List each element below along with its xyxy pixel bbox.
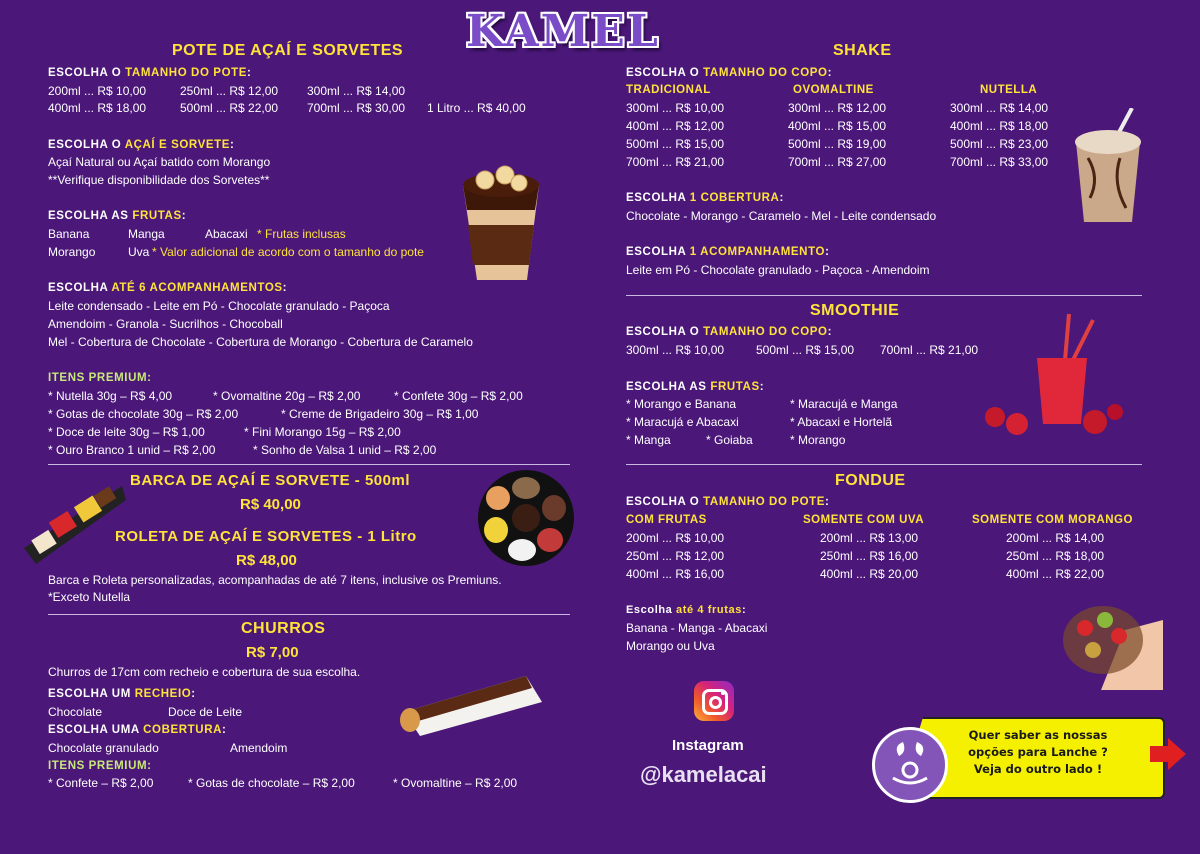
instagram-handle[interactable]: @kamelacai <box>640 762 767 787</box>
shake-cobertura-label: ESCOLHA 1 COBERTURA: <box>626 192 784 204</box>
fondue-uva-400: 400ml ... R$ 20,00 <box>820 567 919 581</box>
fondue-frutas-line1: Banana - Manga - Abacaxi <box>626 621 768 635</box>
barca-image <box>22 478 128 570</box>
fondue-uva-250: 250ml ... R$ 16,00 <box>820 549 919 563</box>
smoothie-size-label: ESCOLHA O TAMANHO DO COPO: <box>626 326 832 338</box>
instagram-icon[interactable] <box>694 681 734 721</box>
shake-size-label: ESCOLHA O TAMANHO DO COPO: <box>626 67 832 79</box>
barca-note-1: Barca e Roleta personalizadas, acompanhadas de até 7 itens, inclusive os Premiuns. <box>48 573 502 587</box>
fondue-col-frutas: COM FRUTAS <box>626 514 707 526</box>
pote-acai-line2: **Verifique disponibilidade dos Sorvetes** <box>48 173 270 187</box>
smoothie-size-500: 500ml ... R$ 15,00 <box>756 343 855 357</box>
recheio-chocolate: Chocolate <box>48 705 103 719</box>
shake-nut-400: 400ml ... R$ 18,00 <box>950 119 1049 133</box>
fondue-morango-400: 400ml ... R$ 22,00 <box>1006 567 1105 581</box>
roleta-title: ROLETA DE AÇAÍ E SORVETES - 1 Litro <box>115 528 417 545</box>
fondue-uva-200: 200ml ... R$ 13,00 <box>820 531 919 545</box>
fruta-morango: Morango <box>48 245 96 259</box>
premium-sonho-valsa: * Sonho de Valsa 1 unid – R$ 2,00 <box>253 443 437 457</box>
premium-confete: * Confete 30g – R$ 2,00 <box>394 389 523 403</box>
churros-price: R$ 7,00 <box>246 644 299 661</box>
fondue-size-label: ESCOLHA O TAMANHO DO POTE: <box>626 496 830 508</box>
shake-acomp-list: Leite em Pó - Chocolate granulado - Paçoca - Amendoim <box>626 263 930 277</box>
fondue-morango-250: 250ml ... R$ 18,00 <box>1006 549 1105 563</box>
fondue-frutas-200: 200ml ... R$ 10,00 <box>626 531 725 545</box>
fruta-abacaxi: Abacaxi <box>205 227 248 241</box>
smoothie-fruta-6: * Morango <box>790 433 846 447</box>
premium-ouro-branco: * Ouro Branco 1 unid – R$ 2,00 <box>48 443 216 457</box>
shake-ovo-300: 300ml ... R$ 12,00 <box>788 101 887 115</box>
smoothie-fruta-1: * Morango e Banana <box>626 397 737 411</box>
pote-acomp-label: ESCOLHA ATÉ 6 ACOMPANHAMENTOS: <box>48 282 288 294</box>
shake-col-nutella: NUTELLA <box>980 84 1038 96</box>
fondue-image <box>1055 590 1163 690</box>
cobertura-amendoim: Amendoim <box>230 741 288 755</box>
pote-size-500: 500ml ... R$ 22,00 <box>180 101 279 115</box>
shake-trad-300: 300ml ... R$ 10,00 <box>626 101 725 115</box>
smoothie-size-300: 300ml ... R$ 10,00 <box>626 343 725 357</box>
acomp-line-2: Amendoim - Granola - Sucrilhos - Chocoball <box>48 317 283 331</box>
churros-premium-confete: * Confete – R$ 2,00 <box>48 776 154 790</box>
fondue-col-uva: SOMENTE COM UVA <box>803 514 925 526</box>
shake-cobertura-list: Chocolate - Morango - Caramelo - Mel - Leite condensado <box>626 209 937 223</box>
fondue-frutas-250: 250ml ... R$ 12,00 <box>626 549 725 563</box>
pote-premium-label: ITENS PREMIUM: <box>48 372 152 384</box>
shake-trad-500: 500ml ... R$ 15,00 <box>626 137 725 151</box>
roleta-price: R$ 48,00 <box>236 552 297 569</box>
divider <box>48 614 570 615</box>
shake-nut-500: 500ml ... R$ 23,00 <box>950 137 1049 151</box>
shake-nut-700: 700ml ... R$ 33,00 <box>950 155 1049 169</box>
fondue-frutas-label: Escolha até 4 frutas: <box>626 604 747 616</box>
fondue-frutas-400: 400ml ... R$ 16,00 <box>626 567 725 581</box>
churros-premium-gotas: * Gotas de chocolate – R$ 2,00 <box>188 776 355 790</box>
divider <box>626 464 1142 465</box>
pote-size-400: 400ml ... R$ 18,00 <box>48 101 147 115</box>
churros-premium-label: ITENS PREMIUM: <box>48 760 152 772</box>
shake-trad-400: 400ml ... R$ 12,00 <box>626 119 725 133</box>
churros-desc: Churros de 17cm com recheio e cobertura de sua escolha. <box>48 665 361 679</box>
shake-cup-image <box>1070 108 1146 226</box>
brand-logo: KAMEL <box>466 6 660 57</box>
premium-brigadeiro: * Creme de Brigadeiro 30g – R$ 1,00 <box>281 407 479 421</box>
barca-price: R$ 40,00 <box>240 496 301 513</box>
lanche-banner-text[interactable] <box>958 727 1118 778</box>
divider <box>626 295 1142 296</box>
cobertura-granulado: Chocolate granulado <box>48 741 159 755</box>
pote-title: POTE DE AÇAÍ E SORVETES <box>172 42 404 59</box>
frutas-adicional-note: * Valor adicional de acordo com o tamanho do pote <box>152 245 424 259</box>
banner-line-2: opções para Lanche ? <box>968 745 1108 759</box>
shake-nut-300: 300ml ... R$ 14,00 <box>950 101 1049 115</box>
premium-doce-leite: * Doce de leite 30g – R$ 1,00 <box>48 425 205 439</box>
barca-title: BARCA DE AÇAÍ E SORVETE - 500ml <box>130 472 410 489</box>
premium-fini: * Fini Morango 15g – R$ 2,00 <box>244 425 401 439</box>
shake-acomp-label: ESCOLHA 1 ACOMPANHAMENTO: <box>626 246 830 258</box>
churros-cobertura-label: ESCOLHA UMA COBERTURA: <box>48 724 227 736</box>
smoothie-size-700: 700ml ... R$ 21,00 <box>880 343 979 357</box>
fondue-morango-200: 200ml ... R$ 14,00 <box>1006 531 1105 545</box>
premium-nutella: * Nutella 30g – R$ 4,00 <box>48 389 173 403</box>
shake-title: SHAKE <box>833 42 892 59</box>
leaf-logo-icon-drawing <box>875 730 945 800</box>
smoothie-image <box>975 312 1130 440</box>
banner-line-1: Quer saber as nossas <box>968 728 1108 742</box>
pote-size-250: 250ml ... R$ 12,00 <box>180 84 279 98</box>
pote-size-200: 200ml ... R$ 10,00 <box>48 84 147 98</box>
arrow-right-icon[interactable] <box>1150 736 1186 772</box>
pote-size-label: ESCOLHA O TAMANHO DO POTE: <box>48 67 252 79</box>
divider <box>48 464 570 465</box>
premium-gotas: * Gotas de chocolate 30g – R$ 2,00 <box>48 407 239 421</box>
fruta-manga: Manga <box>128 227 165 241</box>
fondue-col-morango: SOMENTE COM MORANGO <box>972 514 1133 526</box>
churros-premium-ovomaltine: * Ovomaltine – R$ 2,00 <box>393 776 518 790</box>
smoothie-fruta-2: * Maracujá e Abacaxi <box>626 415 739 429</box>
fondue-title: FONDUE <box>835 472 906 489</box>
fruta-banana: Banana <box>48 227 90 241</box>
recheio-doce-leite: Doce de Leite <box>168 705 243 719</box>
instagram-label: Instagram <box>672 737 744 754</box>
smoothie-fruta-4: * Maracujá e Manga <box>790 397 898 411</box>
churros-title: CHURROS <box>241 620 326 637</box>
pote-size-300: 300ml ... R$ 14,00 <box>307 84 406 98</box>
banner-line-3: Veja do outro lado ! <box>973 762 1103 776</box>
shake-ovo-500: 500ml ... R$ 19,00 <box>788 137 887 151</box>
acomp-line-3: Mel - Cobertura de Chocolate - Cobertura de Morango - Cobertura de Caramelo <box>48 335 473 349</box>
shake-ovo-400: 400ml ... R$ 15,00 <box>788 119 887 133</box>
pote-acai-label: ESCOLHA O AÇAÍ E SORVETE: <box>48 139 235 151</box>
smoothie-fruta-goiaba: * Goiaba <box>706 433 753 447</box>
smoothie-frutas-label: ESCOLHA AS FRUTAS: <box>626 381 765 393</box>
barca-note-2: *Exceto Nutella <box>48 590 131 604</box>
smoothie-fruta-3: * Manga <box>626 433 671 447</box>
smoothie-title: SMOOTHIE <box>810 302 900 319</box>
premium-ovomaltine: * Ovomaltine 20g – R$ 2,00 <box>213 389 361 403</box>
acomp-line-1: Leite condensado - Leite em Pó - Chocolate granulado - Paçoca <box>48 299 390 313</box>
churros-image <box>396 662 544 738</box>
shake-col-tradicional: TRADICIONAL <box>626 84 711 96</box>
pote-frutas-label: ESCOLHA AS FRUTAS: <box>48 210 187 222</box>
frutas-inclusas-note: * Frutas inclusas <box>257 227 346 241</box>
acai-cup-image <box>455 155 547 285</box>
pote-size-1l: 1 Litro ... R$ 40,00 <box>427 101 526 115</box>
shake-ovo-700: 700ml ... R$ 27,00 <box>788 155 887 169</box>
fondue-frutas-line2: Morango ou Uva <box>626 639 715 653</box>
roleta-image <box>476 468 576 568</box>
leaf-logo-icon <box>872 727 948 803</box>
churros-recheio-label: ESCOLHA UM RECHEIO: <box>48 688 196 700</box>
smoothie-fruta-5: * Abacaxi e Hortelã <box>790 415 893 429</box>
pote-acai-line1: Açaí Natural ou Açaí batido com Morango <box>48 155 271 169</box>
shake-trad-700: 700ml ... R$ 21,00 <box>626 155 725 169</box>
fruta-uva: Uva <box>128 245 150 259</box>
pote-size-700: 700ml ... R$ 30,00 <box>307 101 406 115</box>
shake-col-ovomaltine: OVOMALTINE <box>793 84 874 96</box>
